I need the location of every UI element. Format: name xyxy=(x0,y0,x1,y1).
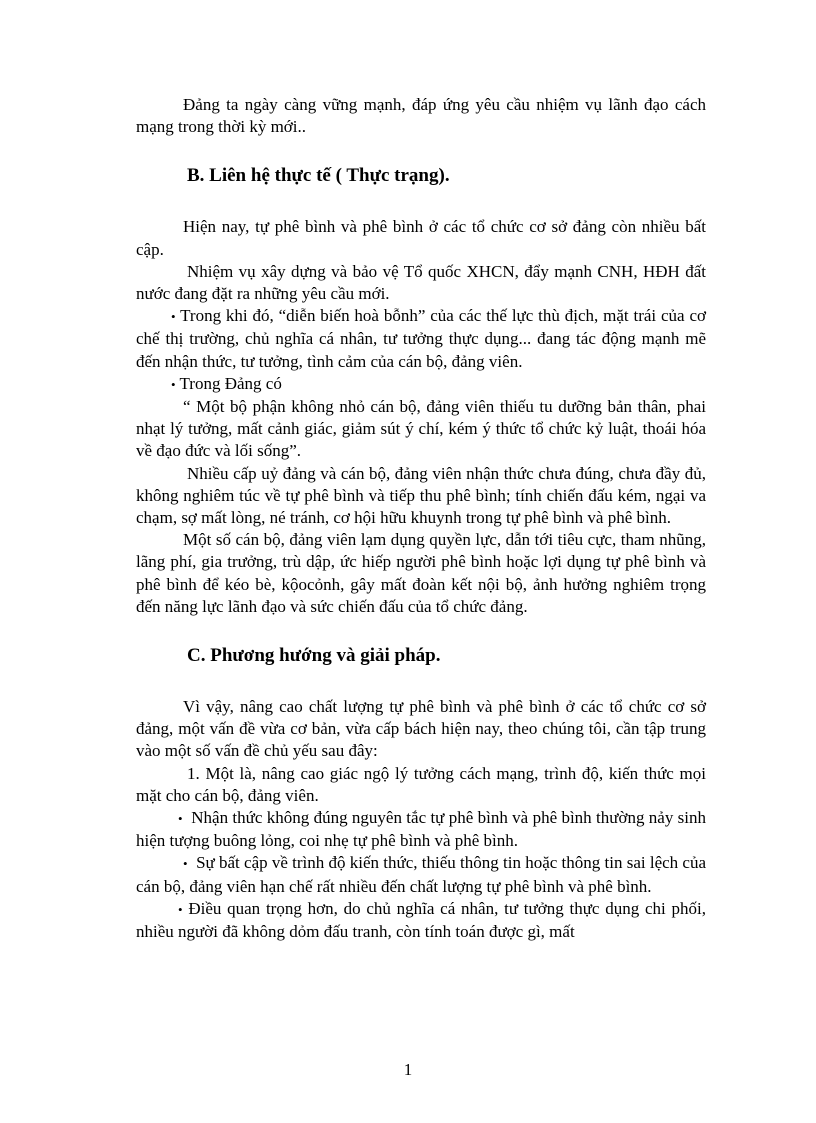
section-c-item-1: 1. Một là, nâng cao giác ngộ lý tưởng cách mạng, trình độ, kiến thức mọi mặt cho cán bộ, đảng viên. xyxy=(136,763,706,805)
bullet-icon: • xyxy=(171,376,176,392)
section-c-heading: C. Phương hướng và giải pháp. xyxy=(187,645,441,667)
section-b-paragraph-3: Nhiều cấp uỷ đảng và cán bộ, đảng viên nhận thức chưa đúng, chưa đầy đủ, không nghiêm túc về tự phê bình và tiếp thu phê bình; tính chiến đấu kém, ngại va chạm, sợ mất lòng, né tránh, cơ hội hữu khuynh trong tự phê bình và phê bình. xyxy=(136,463,706,528)
section-c-bullet-1 xyxy=(136,807,706,852)
bullet-text: Trong khi đó, “diễn biến hoà bỗnh” của các thế lực thù địch, mặt trái của cơ chế thị trường, chủ nghĩa cá nhân, tư tưởng thực dụng... đang tác động mạnh mẽ đến nhận thức, tư tưởng, tình cảm của cán bộ, đảng viên. xyxy=(136,306,706,371)
bullet-icon: • xyxy=(178,811,183,827)
bullet-icon: • xyxy=(171,309,176,325)
bullet-icon: • xyxy=(183,856,188,872)
page-number: 1 xyxy=(403,1060,413,1079)
bullet-icon: • xyxy=(178,901,183,917)
bullet-text: Điều quan trọng hơn, do chủ nghĩa cá nhân, tư tưởng thực dụng chi phối, nhiều người đã không dỏm đấu tranh, còn tính toán được gì, mất xyxy=(136,898,706,942)
section-b-paragraph-4: Một số cán bộ, đảng viên lạm dụng quyền lực, dẫn tới tiêu cực, tham nhũng, lãng phí, gia trưởng, trù dập, ức hiếp người phê bình hoặc lợi dụng tự phê bình và phê bình để kéo bè, kộocỏnh, gây mất đoàn kết nội bộ, ảnh hưởng nghiêm trọng đến năng lực lãnh đạo và sức chiến đấu của tổ chức đảng. xyxy=(136,530,706,616)
bullet-text: Trong Đảng có xyxy=(179,373,282,393)
section-c-bullet-2 xyxy=(136,852,706,897)
section-b-quote: “ Một bộ phận không nhỏ cán bộ, đảng viên thiếu tu dưỡng bản thân, phai nhạt lý tưởng, mất cảnh giác, giảm sút ý chí, kém ý thức tổ chức kỷ luật, thoái hóa về đạo đức và lối sống”. xyxy=(136,397,706,461)
section-b-paragraph-1: Hiện nay, tự phê bình và phê bình ở các tổ chức cơ sở đảng còn nhiều bất cập. xyxy=(136,217,706,259)
section-c-bullet-3 xyxy=(136,898,706,943)
bullet-text: Sự bất cập về trình độ kiến thức, thiếu thông tin hoặc thông tin sai lệch của cán bộ, đảng viên hạn chế rất nhiều đến chất lượng tự phê bình và phê bình. xyxy=(136,853,706,896)
document-body xyxy=(136,94,706,943)
intro-paragraph: Đảng ta ngày càng vững mạnh, đáp ứng yêu cầu nhiệm vụ lãnh đạo cách mạng trong thời kỳ mới.. xyxy=(136,95,706,137)
section-c-paragraph-1: Vì vậy, nâng cao chất lượng tự phê bình và phê bình ở các tổ chức cơ sở đảng, một vấn đề vừa cơ bản, vừa cấp bách hiện nay, theo chúng tôi, cần tập trung vào một số vấn đề chủ yếu sau đây: xyxy=(136,697,706,761)
section-b-heading: B. Liên hệ thực tế ( Thực trạng). xyxy=(187,165,450,187)
bullet-text: Nhận thức không đúng nguyên tắc tự phê bình và phê bình thường nảy sinh hiện tượng buông lỏng, coi nhẹ tự phê bình và phê bình. xyxy=(136,808,707,851)
section-b-bullet-2 xyxy=(136,373,706,396)
section-b-paragraph-2: Nhiệm vụ xây dựng và bảo vệ Tổ quốc XHCN, đẩy mạnh CNH, HĐH đất nước đang đặt ra những yêu cầu mới. xyxy=(136,261,706,304)
section-b-bullet-1 xyxy=(136,305,706,373)
